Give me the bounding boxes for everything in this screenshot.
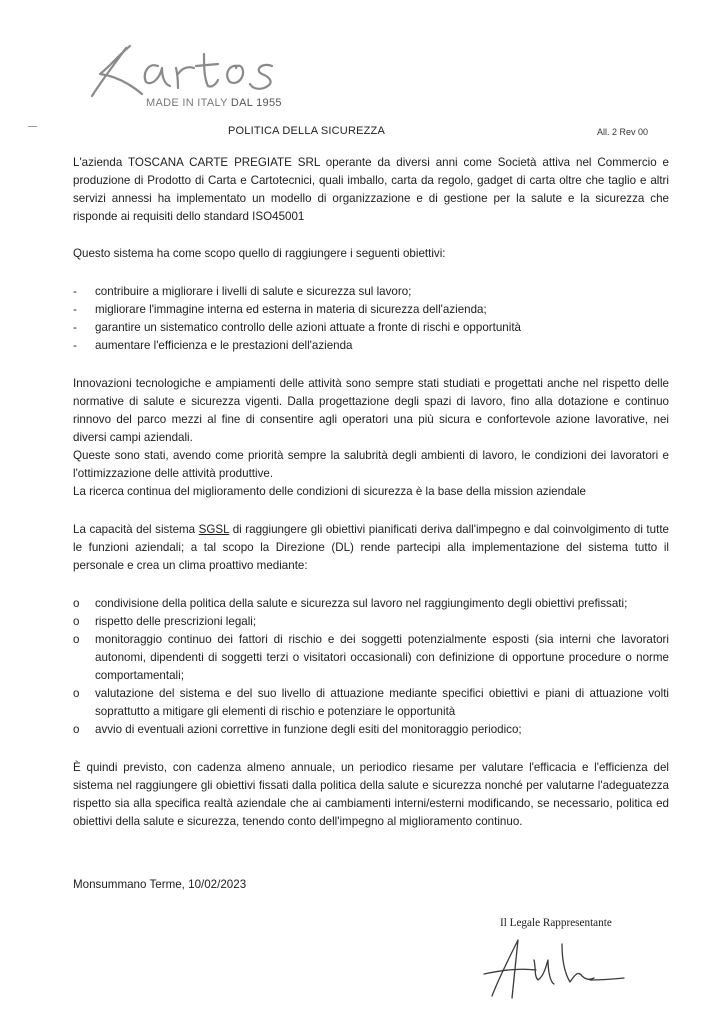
kartos-script-logo	[86, 40, 296, 100]
circle-bullet: o	[73, 687, 80, 700]
sgsl-acronym: SGSL	[198, 523, 230, 536]
logo-since: DAL 1955	[230, 97, 282, 109]
circle-bullet: o	[73, 723, 80, 736]
list-item: - migliorare l'immagine interna ed esterna in materia di sicurezza dell'azienda;	[73, 301, 669, 319]
list-item: - aumentare l'efficienza e le prestazioni dell'azienda	[73, 337, 669, 355]
company-logo	[86, 40, 296, 112]
list-item: o monitoraggio continuo dei fattori di rischio e dei soggetti potenzialmente esposti (sia interni che lavoratori autonomi, dipendenti di soggetti terzi o visitatori occasionali) con definizione di opportune procedure o norme comportamentali;	[73, 633, 669, 682]
logo-tagline	[146, 97, 282, 109]
dash-bullet: -	[73, 285, 77, 298]
review-paragraph: È quindi previsto, con cadenza almeno annuale, un periodico riesame per valutare l'efficacia e l'efficienza del sistema nel raggiungere gli obiettivi fissati dalla politica della salute e sicurezza nonché per valutarne l'adeguatezza rispetto sia alla specifica realtà aziendale che ai cambiamenti interni/esterni modificando, se necessario, politica ed obiettivi della salute e sicurezza, tenendo conto dell'impegno al miglioramento continuo.	[73, 761, 669, 828]
circle-bullet: o	[73, 597, 80, 610]
document-title: POLITICA DELLA SICUREZZA	[228, 125, 386, 137]
dash-bullet: -	[73, 339, 77, 352]
circle-bullet: o	[73, 633, 80, 646]
innovation-paragraph: Innovazioni tecnologiche e ampiamenti delle attività sono sempre stati studiati e progettati anche nel rispetto delle normative di salute e sicurezza vigenti. Dalla progettazione degli spazi di lavoro, fino alla dotazione e continuo rinnovo del parco mezzi al fine di consentire agli operatori una più sicura e confortevole azione lavorative, nei diversi campi aziendali.	[73, 377, 669, 444]
place-and-date: Monsummano Terme, 10/02/2023	[73, 878, 247, 891]
list-item: o condivisione della politica della salute e sicurezza sul lavoro nel raggiungimento degli obiettivi prefissati;	[73, 595, 669, 613]
objectives-intro: Questo sistema ha come scopo quello di raggiungere i seguenti obiettivi:	[73, 247, 446, 260]
list-item: o valutazione del sistema e del suo livello di attuazione mediante specifici obiettivi e piani di attuazione volti soprattutto a mitigare gli elementi di rischio e potenziare le opportunità	[73, 687, 669, 718]
list-item: o avvio di eventuali azioni correttive in funzione degli esiti del monitoraggio periodico;	[73, 721, 669, 739]
list-item: - garantire un sistematico controllo delle azioni attuate a fronte di rischi e opportunità	[73, 319, 669, 337]
margin-mark	[28, 126, 37, 127]
dash-bullet: -	[73, 303, 77, 316]
document-reference: All. 2 Rev 00	[597, 127, 649, 137]
mission-paragraph: La ricerca continua del miglioramento delle condizioni di sicurezza è la base della mission aziendale	[73, 485, 586, 498]
priority-paragraph: Queste sono stati, avendo come priorità sempre la salubrità degli ambienti di lavoro, le condizioni dei lavoratori e l'ottimizzazione delle attività produttive.	[73, 449, 669, 480]
measures-list	[73, 595, 669, 739]
logo-made-in-italy: MADE IN ITALY	[146, 97, 228, 109]
circle-bullet: o	[73, 615, 80, 628]
list-item: o rispetto delle prescrizioni legali;	[73, 613, 669, 631]
objectives-list	[73, 283, 669, 355]
intro-paragraph: L'azienda TOSCANA CARTE PREGIATE SRL operante da diversi anni come Società attiva nel Commercio e produzione di Prodotto di Carta e Cartotecnici, quali imballo, carta da regolo, gadget di carta oltre che taglio e altri servizi annessi ha implementato un modello di organizzazione e di gestione per la salute e la sicurezza che risponde ai requisiti dello standard ISO45001	[73, 156, 669, 223]
capacity-paragraph: La capacità del sistema SGSL di raggiungere gli obiettivi pianificati deriva dall'impegno e dal coinvolgimento di tutte le funzioni aziendali; a tal scopo la Direzione (DL) rende partecipi alla implementazione del sistema tutto il personale e crea un clima proattivo mediante:	[73, 523, 669, 572]
signer-title: Il Legale Rappresentante	[500, 917, 612, 929]
dash-bullet: -	[73, 321, 77, 334]
list-item: - contribuire a migliorare i livelli di salute e sicurezza sul lavoro;	[73, 283, 669, 301]
handwritten-signature	[478, 930, 628, 1005]
document-body	[73, 154, 669, 831]
